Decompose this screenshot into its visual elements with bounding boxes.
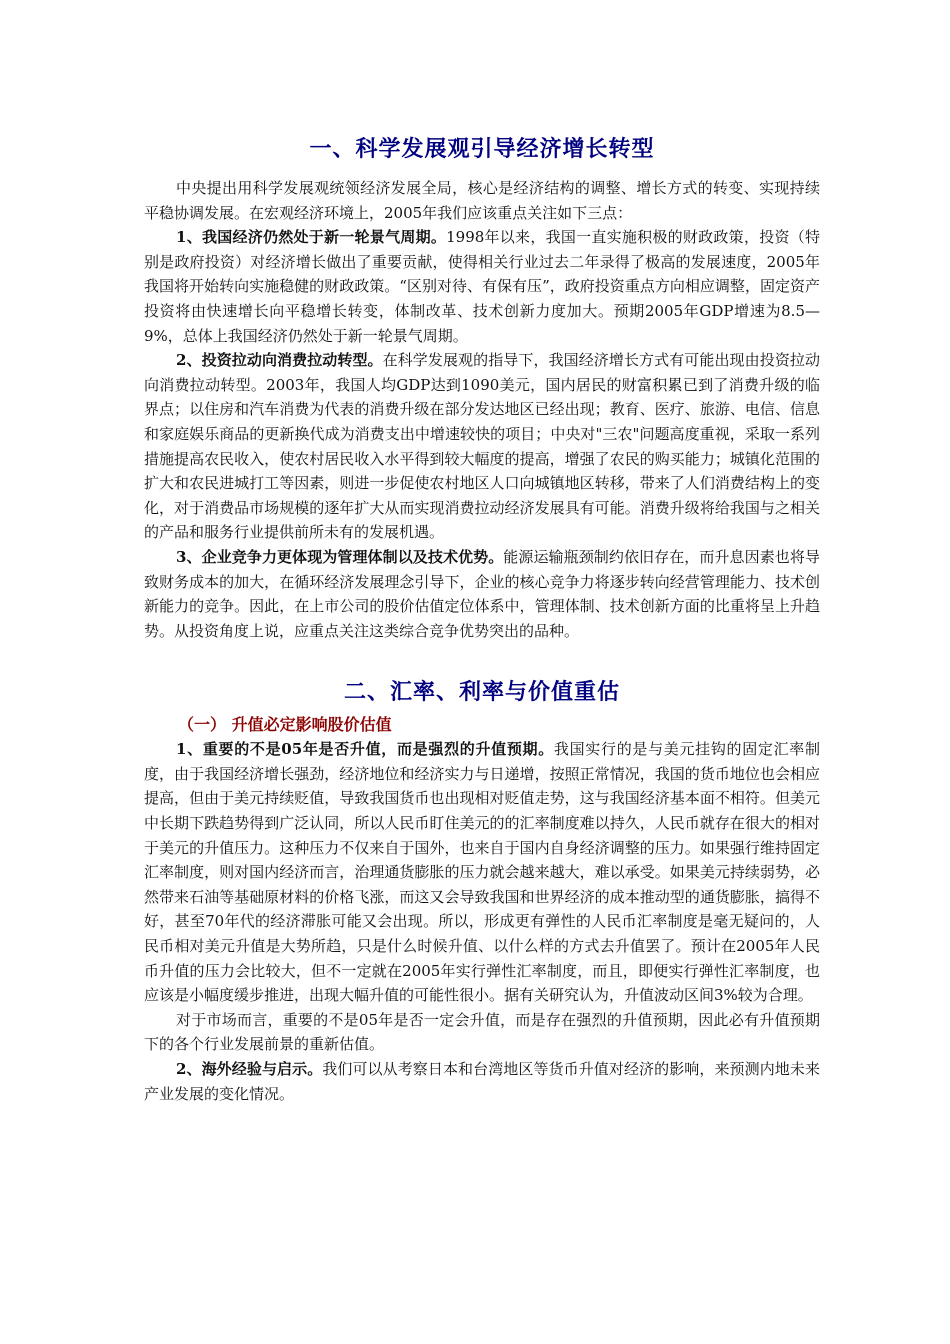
point-heading: 1、我国经济仍然处于新一轮景气周期。 [176, 228, 447, 247]
point-body: 在科学发展观的指导下，我国经济增长方式有可能出现由投资拉动向消费拉动转型。2003年，我国人均GDP达到1090美元，国内居民的财富积累已到了消费升级的临界点；以住房和汽车消费为代表的消费升级在部分发达地区已经出现；教育、医疗、旅游、电信、信息和家庭娱乐商品的更新换代成为消费支出中增速较快的项目；中央对"三农"问题高度重视，采取一系列措施提高农民收入，使农村居民收入水平得到较大幅度的提高，增强了农民的购买能力；城镇化范围的扩大和农民进城打工等因素，则进一步促使农村地区人口向城镇地区转移，带来了人们消费结构上的变化，对于消费品市场规模的逐年扩大从而实现消费拉动经济发展具有可能。消费升级将给我国与之相关的产品和服务行业提供前所未有的发展机遇。 [144, 351, 820, 542]
section-2-title: 二、汇率、利率与价值重估 [343, 680, 620, 706]
section-1-point-3-paragraph [144, 545, 820, 643]
subsection-title: （一） 升值必定影响股价估值 [178, 715, 392, 735]
point-heading: 2、投资拉动向消费拉动转型。 [176, 351, 383, 370]
section-1-point-1-paragraph [144, 225, 820, 348]
point-heading: 3、企业竞争力更体现为管理体制以及技术优势。 [176, 547, 504, 566]
point-body: 1998年以来，我国一直实施积极的财政政策，投资（特别是政府投资）对经济增长做出了重要贡献，使得相关行业过去二年录得了极高的发展速度，2005年我国将开始转向实施稳健的财政政策。“区别对待、有保有压”，政府投资重点方向相应调整，固定资产投资将由快速增长向平稳增长转变，体制改革、技术创新力度加大。预期2005年GDP增速为8.5—9%，总体上我国经济仍然处于新一轮景气周期。 [144, 228, 820, 345]
section-1-title: 一、科学发展观引导经济增长转型 [309, 137, 655, 162]
spacer [144, 643, 820, 673]
document-body [144, 130, 820, 1106]
section-2-point-1-paragraph [144, 737, 820, 1008]
section-1-point-2-paragraph [144, 348, 820, 545]
point-heading: 2、海外经验与启示。 [176, 1060, 323, 1078]
point-heading: 1、重要的不是05年是否升值，而是强烈的升值预期。 [176, 740, 554, 759]
section-2-market-paragraph: 对于市场而言，重要的不是05年是否一定会升值，而是存在强烈的升值预期，因此必有升值预期下的各个行业发展前景的重新估值。 [144, 1010, 820, 1054]
point-body: 能源运输瓶颈制约依旧存在，而升息因素也将导致财务成本的加大，在循环经济发展理念引导下，企业的核心竞争力将逐步转向经营管理能力、技术创新能力的竞争。因此，在上市公司的股价估值定位体系中，管理体制、技术创新方面的比重将呈上升趋势。从投资角度上说，应重点关注这类综合竞争优势突出的品种。 [144, 547, 820, 640]
section-2-point-2-paragraph [144, 1057, 820, 1106]
point-body: 我们可以从考察日本和台湾地区等货币升值对经济的影响，来预测内地未来产业发展的变化情况。 [144, 1060, 820, 1103]
section-1-intro-paragraph: 中央提出用科学发展观统领经济发展全局，核心是经济结构的调整、增长方式的转变、实现持续平稳协调发展。在宏观经济环境上，2005年我们应该重点关注如下三点： [144, 179, 820, 222]
point-body: 我国实行的是与美元挂钩的固定汇率制度，由于我国经济增长强劲，经济地位和经济实力与日递增，按照正常情况，我国的货币地位也会相应提高，但由于美元持续贬值，导致我国货币也出现相对贬值走势，这与我国经济基本面不相符。但美元中长期下跌趋势得到广泛认同，所以人民币盯住美元的的汇率制度难以持久，人民币就存在很大的相对于美元的升值压力。这种压力不仅来自于国外，也来自于国内自身经济调整的压力。如果强行维持固定汇率制度，则对国内经济而言，治理通货膨胀的压力就会越来越大，难以承受。如果美元持续弱势，必然带来石油等基础原材料的价格飞涨，而这又会导致我国和世界经济的成本推动型的通货膨胀，搞得不好，甚至70年代的经济滞胀可能又会出现。所以，形成更有弹性的人民币汇率制度是毫无疑问的，人民币相对美元升值是大势所趋，只是什么时候升值、以什么样的方式去升值罢了。预计在2005年人民币升值的压力会比较大，但不一定就在2005年实行弹性汇率制度，而且，即便实行弹性汇率制度，也应该是小幅度缓步推进，出现大幅升值的可能性很小。据有关研究认为，升值波动区间3%较为合理。 [144, 740, 820, 1005]
